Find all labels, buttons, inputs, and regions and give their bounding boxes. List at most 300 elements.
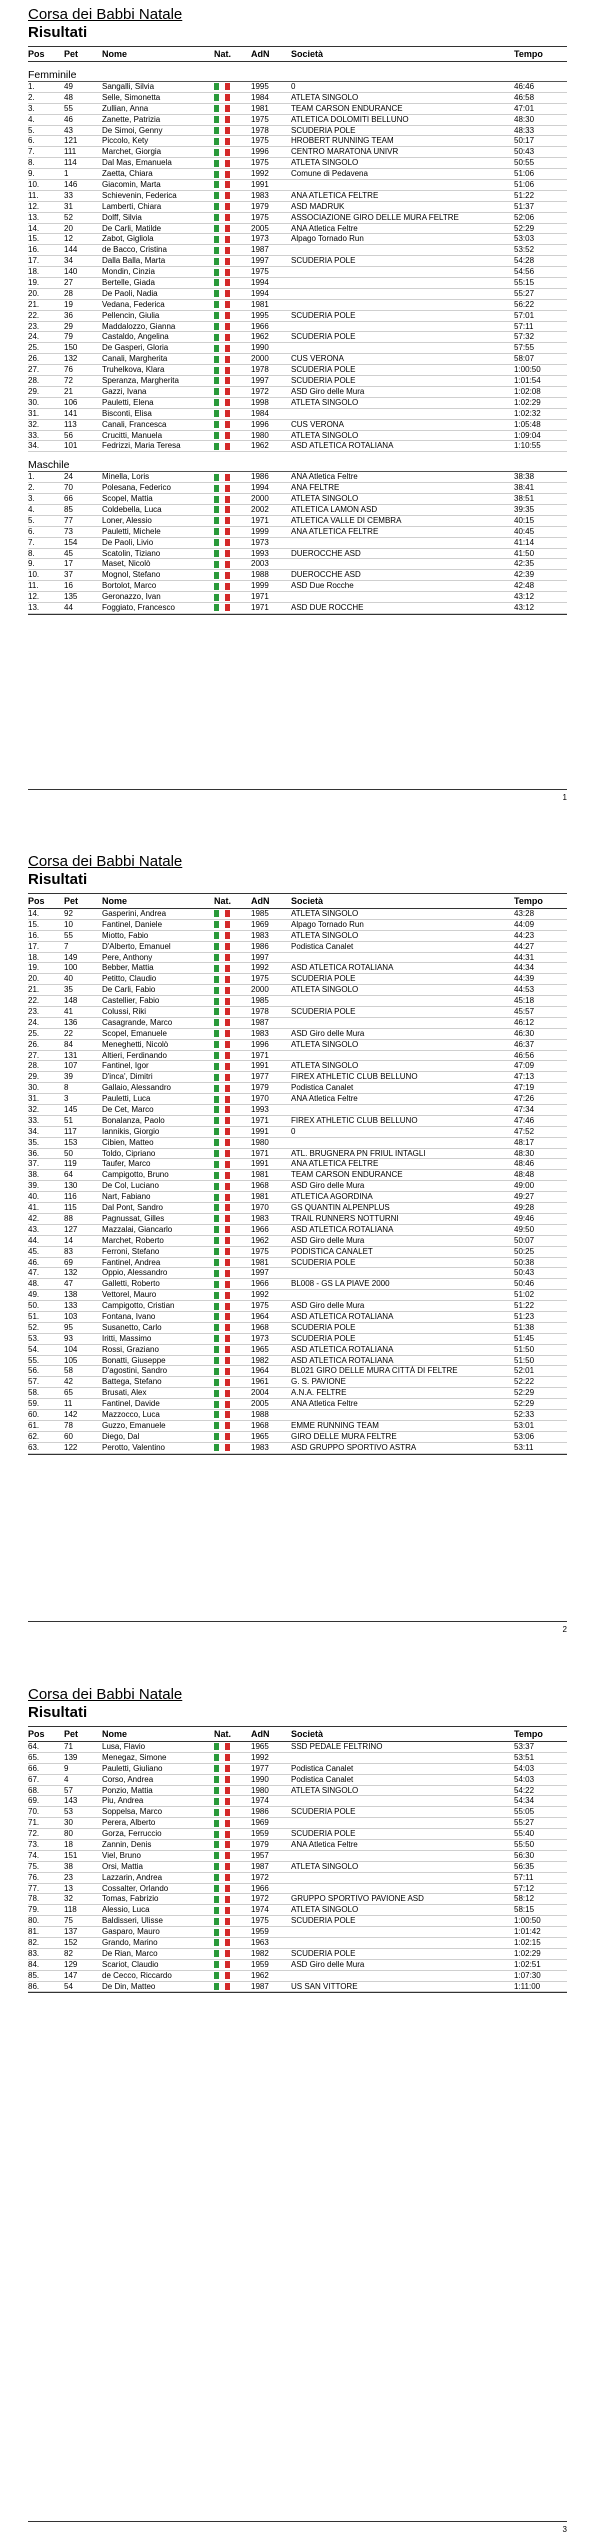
position: 71.: [28, 1818, 40, 1828]
bib-number: 150: [64, 343, 78, 353]
club: HROBERT RUNNING TEAM: [291, 136, 394, 146]
athlete-name: Menegaz, Simone: [102, 1752, 167, 1762]
bib-number: 113: [64, 419, 77, 429]
nationality: [214, 1896, 251, 1903]
finish-time: 57:11: [514, 321, 534, 331]
club: ATLETA SINGOLO: [291, 158, 359, 168]
club: ASD ATLETICA ROTALIANA: [291, 1355, 394, 1365]
athlete-name: Colussi, Riki: [102, 1007, 147, 1017]
athlete-name: Zanette, Patrizia: [102, 114, 161, 124]
athlete-name: Campigotto, Bruno: [102, 1170, 169, 1180]
athlete-name: Pauletti, Giuliano: [102, 1763, 163, 1773]
club: ATLETICA LAMON ASD: [291, 504, 378, 514]
result-row: [28, 920, 567, 931]
italy-flag-icon: [214, 1368, 230, 1375]
club: ASD ATLETICA ROTALIANA: [291, 1344, 394, 1354]
finish-time: 51:06: [514, 180, 535, 190]
birth-year: 1985: [251, 909, 269, 918]
nationality: [214, 1787, 251, 1794]
italy-flag-icon: [214, 301, 230, 308]
italy-flag-icon: [214, 356, 230, 363]
club: ATL. BRUGNERA PN FRIUL INTAGLI: [291, 1148, 426, 1158]
nationality: [214, 1444, 251, 1451]
athlete-name: Vedana, Federica: [102, 299, 165, 309]
italy-flag-icon: [214, 1008, 230, 1015]
page-number: 1: [562, 793, 567, 802]
athlete-name: Rossi, Graziano: [102, 1344, 159, 1354]
club: ATLETA SINGOLO: [291, 1905, 359, 1915]
birth-year: 1975: [251, 158, 269, 168]
nationality: [214, 138, 251, 145]
result-row: [28, 1894, 567, 1905]
result-row: [28, 909, 567, 920]
birth-year: 1987: [251, 245, 269, 255]
bib-number: 19: [64, 299, 73, 309]
position: 68.: [28, 1785, 40, 1795]
italy-flag-icon: [214, 83, 230, 90]
bib-number: 45: [64, 548, 73, 558]
italy-flag-icon: [214, 105, 230, 112]
result-row: [28, 1225, 567, 1236]
bib-number: 117: [64, 1126, 77, 1136]
nationality: [214, 1324, 251, 1331]
birth-year: 1959: [251, 1959, 269, 1969]
finish-time: 38:38: [514, 472, 535, 482]
nationality: [214, 1809, 251, 1816]
bib-number: 13: [64, 1883, 73, 1893]
finish-time: 57:12: [514, 1883, 535, 1893]
result-row: [28, 1949, 567, 1960]
club: ANA FELTRE: [291, 483, 340, 493]
birth-year: 1963: [251, 1938, 269, 1948]
nationality: [214, 921, 251, 928]
nationality: [214, 367, 251, 374]
finish-time: 50:55: [514, 158, 535, 168]
italy-flag-icon: [214, 203, 230, 210]
finish-time: 48:17: [514, 1137, 535, 1147]
birth-year: 1962: [251, 1970, 269, 1980]
nationality: [214, 290, 251, 297]
birth-year: 1996: [251, 147, 269, 157]
finish-time: 50:43: [514, 1268, 535, 1278]
club: ASD Due Rocche: [291, 581, 354, 591]
birth-year: 1983: [251, 1442, 269, 1452]
nationality: [214, 561, 251, 568]
nationality: [214, 1401, 251, 1408]
nationality: [214, 94, 251, 101]
italy-flag-icon: [214, 1885, 230, 1892]
club: SCUDERIA POLE: [291, 125, 356, 135]
result-row: [28, 441, 567, 452]
result-row: [28, 136, 567, 147]
athlete-name: Dolff, Silvia: [102, 212, 142, 222]
italy-flag-icon: [214, 443, 230, 450]
club: PODISTICA CANALET: [291, 1246, 373, 1256]
italy-flag-icon: [214, 1961, 230, 1968]
athlete-name: Grando, Marino: [102, 1938, 158, 1948]
birth-year: 1999: [251, 581, 269, 591]
finish-time: 48:30: [514, 114, 535, 124]
nationality: [214, 279, 251, 286]
nationality: [214, 1292, 251, 1299]
bib-number: 11: [64, 1399, 73, 1409]
position: 55.: [28, 1355, 40, 1365]
birth-year: 1997: [251, 376, 269, 386]
header-nat: Nat.: [214, 49, 232, 59]
finish-time: 39:35: [514, 504, 535, 514]
birth-year: 1997: [251, 952, 269, 962]
position: 21.: [28, 985, 40, 995]
club: G. S. PAVIONE: [291, 1377, 346, 1387]
birth-year: 1969: [251, 1818, 269, 1828]
italy-flag-icon: [214, 1346, 230, 1353]
position: 38.: [28, 1170, 40, 1180]
nationality: [214, 247, 251, 254]
bib-number: 42: [64, 1377, 73, 1387]
bib-number: 73: [64, 526, 73, 536]
finish-time: 49:27: [514, 1192, 535, 1202]
bib-number: 145: [64, 1105, 78, 1115]
birth-year: 2003: [251, 559, 269, 569]
position: 83.: [28, 1948, 40, 1958]
position: 81.: [28, 1927, 40, 1937]
position: 24.: [28, 332, 40, 342]
result-row: [28, 1884, 567, 1895]
bib-number: 12: [64, 234, 73, 244]
italy-flag-icon: [214, 1150, 230, 1157]
bib-number: 92: [64, 909, 73, 918]
report-title: Corsa dei Babbi Natale: [28, 6, 183, 23]
result-row: [28, 1829, 567, 1840]
result-row: [28, 93, 567, 104]
result-row: [28, 365, 567, 376]
athlete-name: Lusa, Flavio: [102, 1742, 146, 1751]
header-soc: Società: [291, 49, 324, 59]
position: 14.: [28, 909, 40, 918]
result-row: [28, 1927, 567, 1938]
italy-flag-icon: [214, 279, 230, 286]
result-row: [28, 559, 567, 570]
italy-flag-icon: [214, 998, 230, 1005]
birth-year: 1966: [251, 1279, 269, 1289]
athlete-name: Gasparo, Mauro: [102, 1927, 160, 1937]
nationality: [214, 1863, 251, 1870]
results-page-2: [28, 853, 567, 1634]
athlete-name: D'inca', Dimitri: [102, 1072, 153, 1082]
birth-year: 1973: [251, 234, 269, 244]
italy-flag-icon: [214, 138, 230, 145]
result-row: [28, 1105, 567, 1116]
nationality: [214, 171, 251, 178]
position: 34.: [28, 441, 40, 451]
position: 28.: [28, 1061, 40, 1071]
italy-flag-icon: [214, 421, 230, 428]
result-row: [28, 82, 567, 93]
nationality: [214, 1008, 251, 1015]
result-row: [28, 1356, 567, 1367]
bib-number: 78: [64, 1420, 73, 1430]
club: SCUDERIA POLE: [291, 256, 356, 266]
finish-time: 50:43: [514, 147, 535, 157]
finish-time: 51:50: [514, 1344, 535, 1354]
athlete-name: Petitto, Claudio: [102, 974, 157, 984]
athlete-name: Gorza, Ferruccio: [102, 1829, 162, 1839]
finish-time: 54:28: [514, 256, 535, 266]
nationality: [214, 1117, 251, 1124]
birth-year: 1979: [251, 201, 269, 211]
position: 75.: [28, 1861, 40, 1871]
italy-flag-icon: [214, 258, 230, 265]
nationality: [214, 301, 251, 308]
finish-time: 56:35: [514, 1861, 535, 1871]
athlete-name: Fontana, Ivano: [102, 1311, 156, 1321]
club: CUS VERONA: [291, 354, 344, 364]
position: 35.: [28, 1137, 40, 1147]
result-row: [28, 1443, 567, 1454]
position: 27.: [28, 365, 40, 375]
club: ASD Giro delle Mura: [291, 1301, 365, 1311]
finish-time: 53:06: [514, 1431, 535, 1441]
position: 15.: [28, 234, 40, 244]
position: 2.: [28, 483, 35, 493]
club: BL021 GIRO DELLE MURA CITTÀ DI FELTRE: [291, 1366, 458, 1376]
finish-time: 46:30: [514, 1028, 535, 1038]
italy-flag-icon: [214, 1433, 230, 1440]
athlete-name: Ferroni, Stefano: [102, 1246, 160, 1256]
position: 30.: [28, 1083, 40, 1093]
bib-number: 46: [64, 114, 73, 124]
bib-number: 88: [64, 1213, 73, 1223]
result-row: [28, 1388, 567, 1399]
club: ATLETA SINGOLO: [291, 985, 359, 995]
finish-time: 52:33: [514, 1409, 535, 1419]
finish-time: 44:09: [514, 919, 535, 929]
birth-year: 1970: [251, 1203, 269, 1213]
position: 31.: [28, 408, 40, 418]
result-row: [28, 1268, 567, 1279]
result-row: [28, 1061, 567, 1072]
club: SCUDERIA POLE: [291, 365, 356, 375]
athlete-name: Lamberti, Chiara: [102, 201, 162, 211]
header-pos: Pos: [28, 49, 45, 59]
athlete-name: Pauletti, Luca: [102, 1094, 151, 1104]
finish-time: 42:39: [514, 570, 535, 580]
header-nome: Nome: [102, 49, 128, 59]
position: 45.: [28, 1246, 40, 1256]
bib-number: 55: [64, 103, 73, 113]
italy-flag-icon: [214, 1139, 230, 1146]
report-subtitle: Risultati: [28, 871, 88, 888]
header-adn: AdN: [251, 1729, 270, 1739]
athlete-name: Castellier, Fabio: [102, 996, 160, 1006]
position: 10.: [28, 570, 40, 580]
nationality: [214, 1096, 251, 1103]
athlete-name: D'Alberto, Emanuel: [102, 941, 171, 951]
finish-time: 41:14: [514, 537, 535, 547]
position: 29.: [28, 1072, 40, 1082]
birth-year: 1992: [251, 963, 269, 973]
birth-year: 1971: [251, 1148, 269, 1158]
bib-number: 30: [64, 1818, 73, 1828]
italy-flag-icon: [214, 1357, 230, 1364]
result-row: [28, 169, 567, 180]
nationality: [214, 323, 251, 330]
result-row: [28, 516, 567, 527]
result-row: [28, 1971, 567, 1982]
italy-flag-icon: [214, 1313, 230, 1320]
result-row: [28, 1149, 567, 1160]
nationality: [214, 1172, 251, 1179]
result-row: [28, 1094, 567, 1105]
club: SCUDERIA POLE: [291, 974, 356, 984]
nationality: [214, 1776, 251, 1783]
club: GRUPPO SPORTIVO PAVIONE ASD: [291, 1894, 424, 1904]
finish-time: 54:03: [514, 1763, 535, 1773]
club: 0: [291, 82, 296, 91]
athlete-name: Cibien, Matteo: [102, 1137, 154, 1147]
bib-number: 17: [64, 559, 73, 569]
nationality: [214, 1074, 251, 1081]
nationality: [214, 127, 251, 134]
nationality: [214, 410, 251, 417]
birth-year: 1984: [251, 92, 269, 102]
birth-year: 1993: [251, 1105, 269, 1115]
club: SSD PEDALE FELTRINO: [291, 1742, 383, 1751]
club: ASD Giro delle Mura: [291, 1181, 365, 1191]
bib-number: 65: [64, 1388, 73, 1398]
italy-flag-icon: [214, 225, 230, 232]
italy-flag-icon: [214, 1411, 230, 1418]
club: ATLETICA VALLE DI CEMBRA: [291, 515, 402, 525]
nationality: [214, 1346, 251, 1353]
club: 0: [291, 1126, 296, 1136]
finish-time: 53:11: [514, 1442, 534, 1452]
table-header: [28, 46, 567, 62]
bib-number: 152: [64, 1938, 78, 1948]
bib-number: 105: [64, 1355, 78, 1365]
position: 12.: [28, 201, 40, 211]
club: ASD Giro delle Mura: [291, 1959, 365, 1969]
bib-number: 37: [64, 570, 73, 580]
athlete-name: Ponzio, Mattia: [102, 1785, 153, 1795]
birth-year: 1965: [251, 1344, 269, 1354]
finish-time: 50:07: [514, 1235, 535, 1245]
finish-time: 54:34: [514, 1796, 535, 1806]
position: 20.: [28, 288, 40, 298]
result-row: [28, 1432, 567, 1443]
italy-flag-icon: [214, 94, 230, 101]
birth-year: 1980: [251, 1137, 269, 1147]
finish-time: 43:12: [514, 602, 535, 612]
italy-flag-icon: [214, 1161, 230, 1168]
result-row: [28, 224, 567, 235]
nationality: [214, 334, 251, 341]
finish-time: 52:29: [514, 1388, 535, 1398]
position: 14.: [28, 223, 40, 233]
birth-year: 1971: [251, 602, 269, 612]
italy-flag-icon: [214, 367, 230, 374]
header-nat: Nat.: [214, 1729, 232, 1739]
position: 2.: [28, 92, 35, 102]
italy-flag-icon: [214, 910, 230, 917]
bib-number: 85: [64, 504, 73, 514]
bib-number: 33: [64, 190, 73, 200]
italy-flag-icon: [214, 1270, 230, 1277]
nationality: [214, 258, 251, 265]
result-row: [28, 1312, 567, 1323]
result-row: [28, 1192, 567, 1203]
club: Podistica Canalet: [291, 1774, 354, 1784]
athlete-name: De Paoli, Nadia: [102, 288, 158, 298]
finish-time: 56:22: [514, 299, 535, 309]
result-row: [28, 505, 567, 516]
nationality: [214, 116, 251, 123]
birth-year: 1969: [251, 919, 269, 929]
nationality: [214, 987, 251, 994]
header-soc: Società: [291, 896, 324, 906]
finish-time: 52:01: [514, 1366, 535, 1376]
italy-flag-icon: [214, 1852, 230, 1859]
finish-time: 53:37: [514, 1742, 535, 1751]
birth-year: 1962: [251, 332, 269, 342]
birth-year: 1983: [251, 190, 269, 200]
italy-flag-icon: [214, 1918, 230, 1925]
result-row: [28, 267, 567, 278]
bib-number: 153: [64, 1137, 78, 1147]
nationality: [214, 1237, 251, 1244]
club: ANA Atletica Feltre: [291, 472, 358, 482]
birth-year: 1981: [251, 1170, 269, 1180]
italy-flag-icon: [214, 506, 230, 513]
italy-flag-icon: [214, 1776, 230, 1783]
birth-year: 1982: [251, 1948, 269, 1958]
athlete-name: Perera, Alberto: [102, 1818, 156, 1828]
position: 79.: [28, 1905, 40, 1915]
club: BL008 - GS LA PIAVE 2000: [291, 1279, 390, 1289]
italy-flag-icon: [214, 1743, 230, 1750]
birth-year: 1957: [251, 1850, 269, 1860]
athlete-name: Nart, Fabiano: [102, 1192, 151, 1202]
italy-flag-icon: [214, 987, 230, 994]
nationality: [214, 105, 251, 112]
nationality: [214, 1052, 251, 1059]
bib-number: 18: [64, 1840, 73, 1850]
position: 73.: [28, 1840, 40, 1850]
club: FIREX ATHLETIC CLUB BELLUNO: [291, 1115, 418, 1125]
nationality: [214, 528, 251, 535]
position: 7.: [28, 537, 35, 547]
italy-flag-icon: [214, 1128, 230, 1135]
nationality: [214, 192, 251, 199]
bib-number: 127: [64, 1224, 78, 1234]
birth-year: 1975: [251, 1246, 269, 1256]
position: 9.: [28, 559, 35, 569]
athlete-name: Corso, Andrea: [102, 1774, 154, 1784]
nationality: [214, 1226, 251, 1233]
birth-year: 1986: [251, 472, 269, 482]
club: SCUDERIA POLE: [291, 1829, 356, 1839]
position: 3.: [28, 494, 35, 504]
finish-time: 41:50: [514, 548, 535, 558]
club: ASD MADRUK: [291, 201, 345, 211]
report-title: Corsa dei Babbi Natale: [28, 1686, 183, 1703]
italy-flag-icon: [214, 1259, 230, 1266]
result-row: [28, 483, 567, 494]
birth-year: 1971: [251, 592, 269, 602]
finish-time: 51:22: [514, 1301, 535, 1311]
result-row: [28, 1960, 567, 1971]
birth-year: 1970: [251, 1094, 269, 1104]
